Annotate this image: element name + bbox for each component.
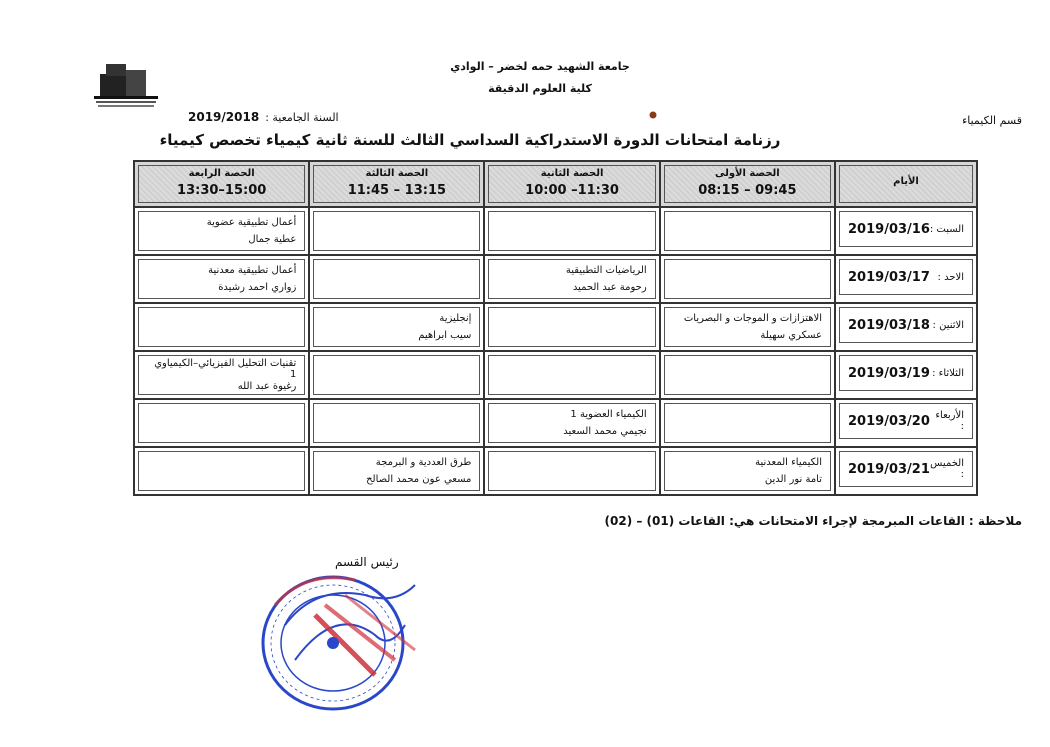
day-cell	[835, 255, 977, 303]
exam-slot	[660, 207, 835, 255]
exam-slot	[134, 399, 309, 447]
exam-teacher: رغيوة عبد الله	[237, 380, 297, 392]
exam-slot	[660, 399, 835, 447]
exam-teacher: عسكري سهيلة	[760, 330, 823, 341]
session-header-4	[134, 161, 309, 207]
day-cell	[835, 399, 977, 447]
exam-subject: تقنيات التحليل الفيزيائي–الكيمياوي 1	[154, 358, 297, 381]
table-row	[134, 207, 977, 255]
exam-slot	[309, 399, 484, 447]
exam-slot	[484, 447, 659, 495]
exam-slot	[484, 399, 659, 447]
days-header: الأيام	[893, 176, 919, 187]
exam-subject: الرياضيات التطبيقية	[565, 265, 647, 276]
day-date: 2019/03/20	[848, 413, 930, 429]
faculty-name: كلية العلوم الدقيقة	[488, 82, 592, 95]
session-time: 08:15 – 09:45	[698, 183, 797, 198]
exam-teacher: عطية جمال	[248, 234, 297, 245]
exam-teacher: سيب ابراهيم	[418, 330, 472, 341]
exam-subject: أعمال تطبيقية معدنية	[208, 265, 297, 276]
days-header-cell	[835, 161, 977, 207]
session-header-3	[309, 161, 484, 207]
official-stamp	[255, 565, 435, 715]
session-time: 13:30–15:00	[177, 183, 267, 198]
day-date: 2019/03/16	[848, 221, 930, 237]
exam-slot	[309, 207, 484, 255]
exam-slot	[134, 351, 309, 399]
academic-year	[188, 110, 339, 124]
exam-slot	[660, 255, 835, 303]
university-name: جامعة الشهيد حمه لخضر – الوادي	[450, 60, 630, 73]
table-header-row	[134, 161, 977, 207]
exam-teacher: تامة نور الدين	[764, 474, 823, 485]
note-text: القاعات المبرمجة لإجراء الامتحانات هي: القاعات (01) – (02)	[604, 514, 965, 528]
academic-year-value: 2019/2018	[188, 110, 260, 124]
day-date: 2019/03/19	[848, 365, 930, 381]
exam-schedule-table	[133, 160, 978, 496]
exam-subject: إنجليزية	[439, 313, 472, 324]
exam-teacher: مسعي عون محمد الصالح	[366, 474, 472, 485]
table-row	[134, 399, 977, 447]
session-time: 11:45 – 13:15	[347, 183, 447, 198]
day-cell	[835, 351, 977, 399]
exam-slot	[660, 447, 835, 495]
session-name: الحصة الرابعة	[188, 168, 255, 179]
session-name: الحصة الأولى	[714, 168, 780, 179]
day-name: الثلاثاء :	[932, 367, 964, 379]
table-row	[134, 255, 977, 303]
day-name: الخميس :	[930, 458, 964, 480]
exam-slot	[484, 207, 659, 255]
exam-slot	[309, 447, 484, 495]
exam-slot	[660, 351, 835, 399]
table-row	[134, 447, 977, 495]
head-of-department-label: رئيس القسم	[335, 555, 399, 569]
day-name: الاثنين :	[932, 319, 964, 331]
exam-slot	[309, 255, 484, 303]
exam-subject: طرق العددية و البرمجة	[375, 457, 472, 468]
exam-slot	[134, 303, 309, 351]
exam-slot	[484, 351, 659, 399]
session-time: 10:00 –11:30	[525, 183, 619, 198]
exam-slot	[309, 303, 484, 351]
exam-slot	[134, 207, 309, 255]
day-cell	[835, 303, 977, 351]
exam-teacher: رحومة عبد الحميد	[572, 282, 647, 293]
day-name: الأربعاء :	[935, 410, 964, 432]
day-date: 2019/03/21	[848, 461, 930, 477]
exam-slot	[134, 447, 309, 495]
exam-slot	[309, 351, 484, 399]
exam-slot	[660, 303, 835, 351]
note-label: ملاحظة :	[968, 514, 1022, 528]
academic-year-label: السنة الجامعية :	[265, 111, 339, 124]
exam-subject: الكيمياء المعدنية	[755, 457, 823, 468]
day-name: الاحد :	[937, 271, 964, 283]
page-title: رزنامة امتحانات الدورة الاستدراكية السداسي الثالث للسنة ثانية كيمياء تخصص كيمياء	[159, 131, 781, 149]
day-date: 2019/03/18	[848, 317, 930, 333]
session-header-2	[484, 161, 659, 207]
table-row	[134, 351, 977, 399]
note	[605, 514, 1023, 528]
session-header-1	[660, 161, 835, 207]
exam-subject: أعمال تطبيقية عضوية	[206, 217, 297, 228]
exam-subject: الاهتزازات و الموجات و البصريات	[683, 313, 823, 324]
day-name: السبت :	[929, 223, 964, 235]
table-row	[134, 303, 977, 351]
exam-slot	[484, 303, 659, 351]
department-name: قسم الكيمياء	[962, 114, 1022, 127]
day-cell	[835, 207, 977, 255]
university-logo	[92, 58, 160, 108]
exam-subject: الكيمياء العضوية 1	[570, 409, 647, 420]
exam-teacher: زواري احمد رشيدة	[218, 282, 297, 293]
ink-mark	[648, 106, 658, 118]
exam-slot	[484, 255, 659, 303]
exam-slot	[134, 255, 309, 303]
day-date: 2019/03/17	[848, 269, 930, 285]
session-name: الحصة الثانية	[540, 168, 604, 179]
session-name: الحصة الثالثة	[365, 168, 429, 179]
day-cell	[835, 447, 977, 495]
exam-teacher: نجيمي محمد السعيد	[563, 426, 647, 437]
